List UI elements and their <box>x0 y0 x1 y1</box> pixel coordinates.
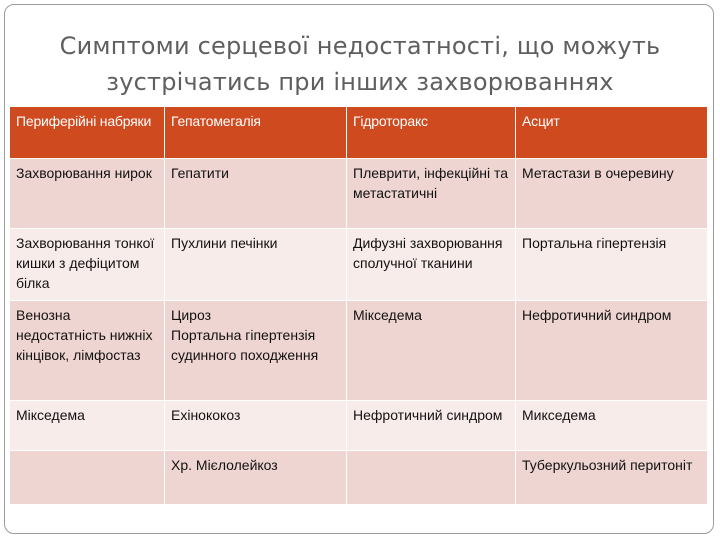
slide-title-line-1: Симптоми серцевої недостатності, що можуть <box>59 32 661 60</box>
table-cell: Мікседема <box>10 401 165 451</box>
table-cell <box>10 451 165 505</box>
table-cell: Плеврити, інфекційні та метастатичні <box>347 159 516 229</box>
table-cell: Нефротичний синдром <box>516 301 708 401</box>
table-cell <box>347 451 516 505</box>
table-row <box>10 401 708 451</box>
table-row <box>10 451 708 505</box>
table-cell: Ехінококоз <box>165 401 347 451</box>
table-cell: Захворювання тонкої кишки з дефіцитом білка <box>10 229 165 301</box>
table-cell: Нефротичний синдром <box>347 401 516 451</box>
table-cell: Венозна недостатність нижніх кінцівок, лімфостаз <box>10 301 165 401</box>
header-hepatomegaly: Гепатомегалія <box>165 107 347 159</box>
table-row <box>10 301 708 401</box>
table-row <box>10 159 708 229</box>
symptoms-table <box>9 106 708 505</box>
table-cell: Портальна гіпертензія <box>516 229 708 301</box>
table-header-row <box>10 107 708 159</box>
table-cell: Хр. Мієлолейкоз <box>165 451 347 505</box>
header-hydrothorax: Гідроторакс <box>347 107 516 159</box>
header-peripheral-edema: Периферійні набряки <box>10 107 165 159</box>
slide-title-line-2: зустрічатись при інших захворюваннях <box>106 68 614 96</box>
table-cell: Дифузні захворювання сполучної тканини <box>347 229 516 301</box>
slide-title <box>0 28 720 100</box>
table-cell: Микседема <box>516 401 708 451</box>
table-cell: Гепатити <box>165 159 347 229</box>
table-cell: Захворювання нирок <box>10 159 165 229</box>
table-row <box>10 229 708 301</box>
header-ascites: Асцит <box>516 107 708 159</box>
table-cell: Туберкульозний перитоніт <box>516 451 708 505</box>
table-cell: Пухлини печінки <box>165 229 347 301</box>
table-cell: Цироз Портальна гіпертензія судинного походження <box>165 301 347 401</box>
table-cell: Метастази в очеревину <box>516 159 708 229</box>
table-cell: Мікседема <box>347 301 516 401</box>
